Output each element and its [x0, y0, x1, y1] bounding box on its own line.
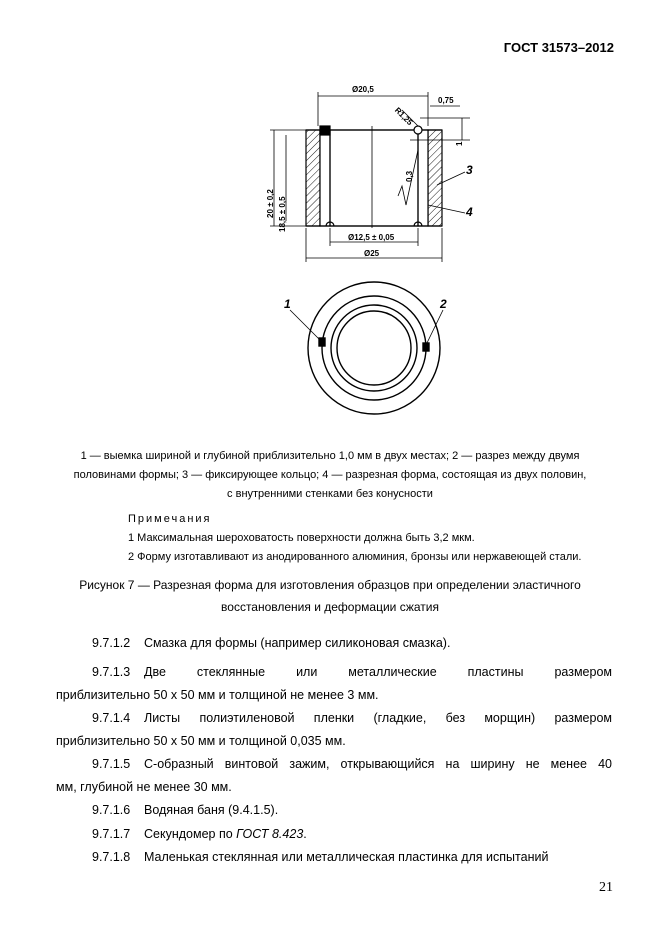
- paragraph-9-7-1-6: [56, 799, 612, 822]
- dim-d-inner: Ø12,5 ± 0,05: [348, 233, 395, 242]
- legend-line: с внутренними стенками без конусности: [227, 488, 433, 500]
- clause-number: 9.7.1.2: [92, 636, 131, 650]
- paragraph-9-7-1-2: [56, 632, 612, 655]
- dim-d-outer: Ø25: [364, 249, 380, 258]
- legend-line: 1 — выемка шириной и глубиной приблизительно 1,0 мм в двух местах; 2 — разрез между двумя: [80, 450, 580, 462]
- paragraph-9-7-1-5: [56, 753, 612, 798]
- dim-h-inner: 18,5 ± 0,5: [278, 196, 287, 232]
- clause-number: 9.7.1.8: [92, 850, 131, 864]
- paragraph-9-7-1-4: [56, 707, 612, 752]
- clause-text: Маленькая стеклянная или металлическая пластинка для испытаний: [144, 850, 549, 864]
- clause-tail: .: [303, 827, 307, 841]
- clause-text-cont: приблизительно 50 х 50 мм и толщиной не менее 3 мм.: [56, 687, 379, 702]
- dim-small: 1: [455, 141, 464, 146]
- clause-text: Две стеклянные или металлические пластины размером: [144, 665, 612, 679]
- dim-radius: R1,25: [392, 105, 415, 128]
- note-1: 1 Максимальная шероховатость поверхности должна быть 3,2 мкм.: [128, 532, 475, 544]
- note-2: 2 Форму изготавливают из анодированного алюминия, бронзы или нержавеющей стали.: [128, 551, 582, 563]
- figure-title: [60, 574, 600, 618]
- dim-d-top: Ø20,5: [352, 85, 374, 94]
- dim-gap: 0,75: [438, 96, 454, 105]
- paragraph-9-7-1-8: [56, 846, 612, 869]
- figure-title-line: восстановления и деформации сжатия: [221, 600, 439, 614]
- clause-text: Водяная баня (9.4.1.5).: [144, 803, 279, 817]
- clause-text: Листы полиэтиленовой пленки (гладкие, без морщин) размером: [144, 711, 612, 725]
- paragraph-9-7-1-3: [56, 661, 612, 706]
- clause-text-cont: приблизительно 50 х 50 мм и толщиной 0,035 мм.: [56, 733, 346, 748]
- label-3: 3: [466, 163, 473, 177]
- label-4: 4: [466, 205, 473, 219]
- clause-text-cont: мм, глубиной не менее 30 мм.: [56, 779, 232, 794]
- technical-drawing: [0, 0, 661, 430]
- plan-view: [290, 282, 443, 414]
- cross-section-view: [306, 126, 442, 228]
- paragraph-9-7-1-7: [56, 823, 612, 846]
- legend-line: половинами формы; 3 — фиксирующее кольцо; 4 — разрезная форма, состоящая из двух половин,: [73, 469, 587, 481]
- clause-number: 9.7.1.7: [92, 827, 131, 841]
- clause-text: С-образный винтовой зажим, открывающийся на ширину не менее 40: [144, 757, 612, 771]
- dim-roughness: 0,3: [405, 170, 414, 182]
- clause-text: Секундомер по: [144, 827, 237, 841]
- clause-number: 9.7.1.3: [92, 665, 131, 679]
- label-1: 1: [284, 297, 291, 311]
- standard-reference: ГОСТ 8.423: [236, 827, 304, 841]
- clause-number: 9.7.1.5: [92, 757, 131, 771]
- clause-number: 9.7.1.4: [92, 711, 131, 725]
- clause-text: Смазка для формы (например силиконовая смазка).: [144, 636, 451, 650]
- figure-legend: [60, 447, 600, 504]
- dim-h-outer: 20 ± 0,2: [266, 189, 275, 218]
- clause-number: 9.7.1.6: [92, 803, 131, 817]
- document-code: ГОСТ 31573–2012: [503, 40, 614, 55]
- page-number: 21: [599, 880, 613, 895]
- label-2: 2: [440, 297, 447, 311]
- notes-title: Примечания: [128, 513, 212, 525]
- figure-title-line: Рисунок 7 — Разрезная форма для изготовления образцов при определении эластичного: [79, 578, 581, 592]
